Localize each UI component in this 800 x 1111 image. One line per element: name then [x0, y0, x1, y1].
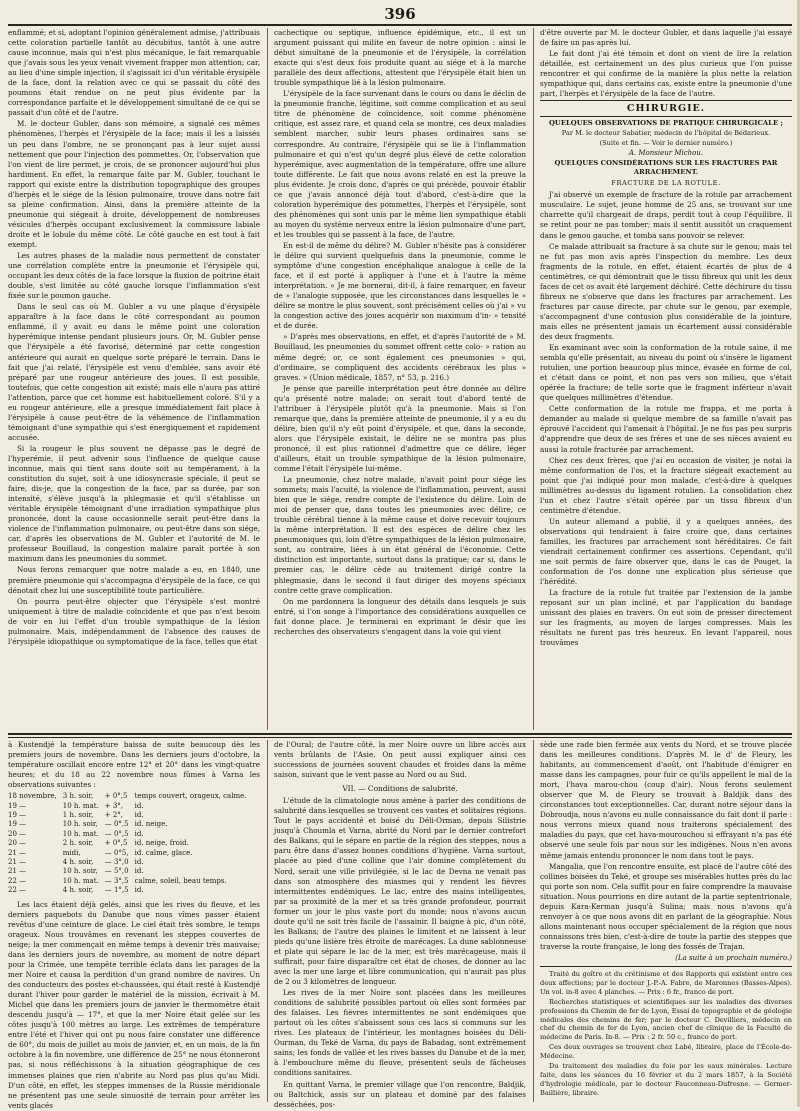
- lower-column-3: [540, 740, 792, 1102]
- weather-desc: id.: [134, 858, 144, 867]
- paragraph: L'étude de la climatologie nous amène à parler des conditions de salubrité dans lesquelles se trouvent ces vastes et solitaires régions. Tout le pays accidenté et boisé du Déli-Orman, depuis Silistrie jusqu'à Choumla et Varna, abrité du Nord par le dernier contrefort des Balkans, qui le sépare en partie de la région des steppes, nous a paru être dans d'assez bonnes conditions d'hygiène. Varna surtout, placée au pied d'une colline que l'air domine complètement du Nord, serait une ville privilégiée, si le lac de Devna ne venait pas dans son atmosphère des miasmes qui y rendent les fièvres intermittentes endémiques. Le lac, entre des mains intelligentes, par sa proximité de la mer et sa très grande profondeur, pourrait former un jour le plus vaste port du monde; nous n'avons aucun doute qu'il ne soit très facile de l'assainir. Il baigne à pic, d'un côté, les Balkans; de l'autre des plaines le limitent et ne laissent à leur pieds qu'une lisière très étroite de marécages. La dune sablonneuse et plate qui sépare le lac de la mer, est très marécageuse, mais il suffirait, pour faire disparaître cet état de choses, de donner au lac avec la mer une large et libre communication, qui n'aurait pas plus de 2 ou 3 kilomètres de longueur.: [274, 796, 526, 987]
- weather-time: 1 h. soir,: [62, 811, 94, 820]
- paragraph: En est-il de même du délire? M. Gubler n'hésite pas à considérer le délire qui survient quelquefois dans la pneumonie, comme le symptôme d'une congestion encéphalique analogue à celle de la face, et il est porté à appliquer à l'une et à l'autre la même interprétation. « Je me bornerai, dit-il, à faire remarquer, en faveur de » l'analogie supposée, que les circonstances dans lesquelles le » délire se montre le plus souvent, sont précisément celles où j'ai » vu la congestion active des joues acquérir son maximum d'in- » tensité et de durée.: [274, 240, 526, 331]
- paragraph: J'ai observé un exemple de fracture de la rotule par arrachement musculaire. Le sujet, jeune homme de 25 ans, se trouvant sur une charrette qu'il chargeait de draps, perdit tout à coup l'équilibre. Il se retint pour ne pas tomber; mais il sentit aussitôt un craquement dans le genou gauche, et tomba sans pouvoir se relever.: [540, 190, 792, 240]
- weather-row: [8, 802, 252, 811]
- weather-row: [8, 867, 252, 876]
- weather-row: [8, 858, 252, 867]
- weather-date: 21 —: [8, 848, 27, 857]
- bibliography-notices: [540, 970, 792, 1098]
- paragraph: Chez ces deux frères, que j'ai eu occasion de visiter, je notai la même conformation de l'os, et la fracture siégeait exactement au point que j'ai indiqué pour mon malade, c'est-à-dire à quelques millimètres au-dessus du ligament rotulien. La consolidation chez l'un et chez l'autre s'était opérée par un tissu fibreux d'un centimètre d'étendue.: [540, 455, 792, 515]
- weather-temp: + 3°,: [104, 801, 124, 810]
- lower-article-block: [8, 740, 792, 1110]
- paragraph: L'érysipèle de la face survenant dans le cours ou dans le déclin de la pneumonie franche, légitime, soit comme complication et au seul titre de phénomène de coïncidence, soit comme phénomène critique, est assez rare, et quand cela se montre, ces deux maladies semblent marcher, subir leurs phases ordinaires sans se correspondre. Au contraire, l'érysipèle qui se lie à l'inflammation pulmonaire et qui n'est qu'un degré plus élevé de cette coloration hyperémique, avec augmentation de la température, offre une allure toute différente. Le fait que nous avons relaté en est la preuve la plus évidente. Je crois donc, d'après ce qui précède, pouvoir établir ce que j'avais annoncé déjà tout d'abord, c'est-à-dire que la coloration hyperémique des pommettes, l'herpès et l'érysipèle, sont des phénomènes qui sont unis par le même lien sympathique établi au moyen du système nerveux entre la lésion pulmonaire d'une part, et les troubles qui se passent à la face, de l'autre.: [274, 89, 526, 239]
- weather-time: 10 h. mat.: [62, 829, 99, 838]
- weather-time: 3 h. soir,: [62, 792, 94, 801]
- subsection-heading: QUELQUES CONSIDÉRATIONS SUR LES FRACTURES PAR ARRACHEMENT.: [554, 159, 778, 177]
- weather-table: [8, 792, 252, 895]
- weather-temp: + 0°,5: [104, 839, 128, 848]
- weather-time: 10 h. mat.: [62, 801, 99, 810]
- paragraph: On pourra peut-être objecter que l'érysipèle s'est montré uniquement à titre de maladie coïncidente et que pas n'est besoin de voir en lui l'effet d'un trouble sympathique de la lésion pulmonaire. Mais, indépendamment de l'absence des causes de l'érysipèle idiopathique ou symptomatique de la face, telles que état: [8, 596, 260, 646]
- weather-row: [8, 849, 252, 858]
- paragraph: Les rives de la mer Noire sont placées dans les meilleures conditions de salubrité possibles partout où elles sont formées par des falaises. Les fièvres intermittentes ne sont endémiques que partout où les côtes s'abaissent sous ces lacs si communs sur les rives. Les plateaux de l'intérieur, les montagnes boisées du Déli-Ourman, du Teké de Varna, du pays de Babadag, sont extrêmement sains; les fonds de vallée et les rives basses du Danube et de la mer, à l'embouchure même du fleuve, présentent seuls de fâcheuses conditions sanitaires.: [274, 988, 526, 1078]
- upper-column-1: [8, 28, 260, 730]
- paragraph: à Kustendjé la température baissa de suite beaucoup dès les premiers jours de novembre. Dans les derniers jours d'octobre, la température oscillait encore entre 12° et 20° dans les vingt-quatre heures; et du 18 au 22 novembre nous fûmes à Varna les observations suivantes :: [8, 740, 260, 790]
- paragraph: » D'après mes observations, en effet, et d'après l'autorité de » M. Bouillaud, les pneumonies du sommet offrent cette colo- » ration au même degré; or, ce sont également ces pneumonies » qui, d'ordinaire, se compliquent des accidents cérébraux les plus » graves. » (Union médicale, 1857, n° 53, p. 216.): [274, 332, 526, 382]
- lower-column-1: [8, 740, 260, 1110]
- paragraph: cachectique ou septique, influence épidémique, etc., il est un argument puissant qui milite en faveur de notre opinion : ainsi le début simultané de la pneumonie et de l'érysipèle, la corrélation exacte qui s'est deux fois produite quant au siége et à la marche parallèle des deux affections, attestent que l'érysipèle était bien un trouble sympathique lié à la lésion pulmonaire.: [274, 28, 526, 88]
- divider: [540, 966, 792, 967]
- weather-date: 19 —: [8, 820, 27, 829]
- weather-time: 4 h. soir,: [62, 858, 94, 867]
- weather-desc: id.: [134, 829, 144, 838]
- weather-row: [8, 877, 252, 886]
- weather-time: 10 h. mat.: [62, 876, 99, 885]
- weather-temp: + 0°,5: [104, 792, 128, 801]
- section-heading-salubrite: VII. — Conditions de salubrité.: [342, 784, 458, 794]
- weather-temp: — 3°,0: [104, 858, 129, 867]
- book-notice: Recherches statistiques et scientifiques sur les maladies des diverses professions du Chemin de fer de Lyon, Essai de topographie et de géologie médicales des chemins de fer; par le docteur C. Devilliers, médecin en chef du chemin de fer de Lyon, ancien chef de clinique de la Faculté de médecine de Paris. In-8. — Prix : 2 fr. 50 c., franco de port.: [540, 997, 792, 1042]
- upper-article-block: [8, 28, 792, 730]
- book-notice: Ces deux ouvrages se trouvent chez Labé, libraire, place de l'École-de-Médecine.: [540, 1043, 792, 1061]
- paragraph: enflammé; et si, adoptant l'opinion généralement admise, j'attribuais cette coloration partielle tantôt au décubitus, tantôt à une autre cause inconnue, mais qui n'est plus mécanique, le fait remarquable que j'avais sous les yeux venait vivement frapper mon attention; car, au lieu d'une simple injection, il s'agissait ici d'un véritable érysipèle de la face, dont la relation avec ce qui se passait du côté des poumons était rendue on ne peut plus évidente par la correspondance parfaite et le développement simultané de ce qui se passait d'un côté et de l'autre.: [8, 28, 260, 118]
- article-dedication: A. Monsieur Michou.: [628, 149, 704, 158]
- paragraph: Le fait dont j'ai été témoin et dont on vient de lire la relation détaillée, est certainement un des plus curieux que l'on puisse rencontrer et qui confirme de la manière la plus nette la relation sympathique qui, dans certains cas, existe entre la pneumonie d'une part, l'herpès et l'érysipèle de la face de l'autre.: [540, 49, 792, 99]
- book-notice: Du traitement des maladies du foie par les eaux minérales. Lecture faite, dans les séances du 16 février et du 2 mars 1857, à la Société d'hydrologie médicale, par le docteur Fauconneau-Dufresne. — Germer-Baillière, libraire.: [540, 1062, 792, 1097]
- weather-desc: id. calme, glace.: [134, 848, 193, 857]
- weather-date: 19 —: [8, 811, 27, 820]
- article-byline: Par M. le docteur Sabatier, médecin de l'hôpital de Bédarieux.: [561, 129, 771, 138]
- article-suite-note: (Suite et fin. — Voir le dernier numéro.): [599, 139, 733, 148]
- paragraph: La pneumonie, chez notre malade, n'avait point pour siége les sommets; mais l'acuité, la violence de l'inflammation, peuvent, aussi bien que le siége, rendre compte de l'existence du délire. Loin de moi de penser que, dans toutes les pneumonies avec délire, ce trouble cérébral tienne à la même cause et doive recevoir toujours la même interprétation. Il est des espèces de délire chez les pneumoniques qui, loin d'être sympathiques de la lésion pulmonaire, sont, au contraire, liées à un état général de l'économie. Cette distinction est importante, surtout dans la pratique; car si, dans le premier cas, le délire cède au traitement dirigé contre la phlegmasie, dans le second il faut diriger des moyens spéciaux contre cette grave complication.: [274, 475, 526, 595]
- continuation-note: (La suite à un prochain numéro.): [675, 953, 792, 962]
- weather-temp: + 2°,: [104, 811, 124, 820]
- section-title-chirurgie: CHIRURGIE.: [540, 100, 792, 117]
- weather-temp: — 0°,5: [104, 829, 129, 838]
- subsection-subheading: FRACTURE DE LA ROTULE.: [611, 179, 721, 188]
- weather-date: 20 —: [8, 829, 27, 838]
- weather-date: 20 —: [8, 839, 27, 848]
- weather-desc: id. neige, froid.: [134, 839, 189, 848]
- weather-desc: id.: [134, 886, 144, 895]
- weather-temp: — 1°,5: [104, 886, 129, 895]
- weather-row: [8, 811, 252, 820]
- paragraph: Je pense que pareille interprétation peut être donnée au délire qu'a présenté notre malade; on serait tout d'abord tenté de l'attribuer à l'érysipèle plutôt qu'à la pneumonie. Mais si l'on remarque que, dans la première atteinte de pneumonie, il y a eu du délire, bien qu'il n'y eût point d'érysipèle, et que, dans la seconde, alors que l'érysipèle existait, le délire ne se montra pas plus prononcé, il est plus rationnel d'admettre que ce délire, léger d'ailleurs, était un trouble sympathique de la lésion pulmonaire, comme l'était l'érysipèle lui-même.: [274, 383, 526, 474]
- upper-column-2: [274, 28, 526, 730]
- upper-column-3: [540, 28, 792, 730]
- paragraph: On me pardonnera la longueur des détails dans lesquels je suis entré, si l'on songe à l'importance des considérations auxquelles ce fait donne place. Je terminerai en exprimant le désir que les recherches des observateurs s'engagent dans la voie qui vient: [274, 596, 526, 636]
- paragraph: Ce malade attribuait sa fracture à sa chute sur le genou; mais tel ne fut pas mon avis après l'inspection du membre. Les deux fragments de la rotule, en effet, étaient écartés de plus de 4 centimètres, ce qui démontrait que le tissu fibreux qui unit les deux faces de cet os avait été largement déchiré. Cette déchirure du tissu fibreux ne s'observe que dans les fractures par arrachement. Les fractures par cause directe, par chute sur le genou, par exemple, s'accompagnent d'une contusion plus considérable de la jointure, mais elles ne présentent jamais un écartement aussi considérable des deux fragments.: [540, 241, 792, 341]
- column-divider: [267, 740, 268, 1102]
- weather-row: [8, 830, 252, 839]
- weather-desc: calme, soleil, beau temps.: [134, 876, 227, 885]
- weather-time: 10 h. soir,: [62, 867, 98, 876]
- weather-time: 2 h. soir,: [62, 839, 94, 848]
- paragraph: d'être ouverte par M. le docteur Gubler, et dans laquelle j'ai essayé de faire un pas après lui.: [540, 28, 792, 48]
- weather-time: 4 h. soir,: [62, 886, 94, 895]
- weather-temp: — 5°,0: [104, 867, 129, 876]
- section-rule: [8, 733, 792, 735]
- weather-temp: — 0°5,: [104, 848, 129, 857]
- weather-temp: — 3°,5: [104, 876, 129, 885]
- weather-desc: id. neige.: [134, 820, 168, 829]
- weather-row: [8, 886, 252, 895]
- paragraph: En examinant avec soin la conformation de la rotule saine, il me sembla qu'elle présentait, au niveau du point où s'insère le ligament rotulien, une portion beaucoup plus mince, évasée en forme de col, et c'était dans ce point, et non pas vers son milieu, que s'était opérée la fracture; de telle sorte que le fragment inférieur n'avait que quelques millimètres d'étendue.: [540, 343, 792, 403]
- weather-desc: id.: [134, 811, 144, 820]
- weather-time: 10 h. soir,: [62, 820, 98, 829]
- paragraph: La fracture de la rotule fut traitée par l'extension de la jambe reposant sur un plan incliné, et par l'application du bandage unissant des plaies en travers. On eut soin de presser directement sur les fragments, au moyen de larges compresses. Mais les résultats ne furent pas très heureux. En levant l'appareil, nous trouvâmes: [540, 588, 792, 648]
- paragraph: Nous ferons remarquer que notre malade a eu, en 1840, une première pneumonie qui s'accompagna d'érysipèle de la face, ce qui dénotait chez lui une susceptibilité toute particulière.: [8, 565, 260, 595]
- weather-time: midi,: [62, 848, 81, 857]
- paragraph: Les lacs étaient déjà gelés, ainsi que les rives du fleuve, et les derniers paquebots du Danube que nous vîmes passer étaient revêtus d'une ceinture de glace. Le ciel était très sombre, le temps orageux. Nous trouvâmes en revenant les steppes couvertes de neige; la mer commençait en même temps à devenir très mauvaise; dans les derniers jours de novembre, au moment de notre départ pour la Crimée, une tempête terrible éclata dans les parages de la mer Noire et causa la perdition d'un grand nombre de navires. Un des conducteurs des postes et-chaussées, qui était resté à Kustendjé durant l'hiver pour garder le matériel de la mission, écrivait à M. Michel que dans les premiers jours de janvier le thermomètre était descendu jusqu'à — 17°, et que la mer Noire était gelée sur les côtes jusqu'à 100 mètres au large. Les extrêmes de température entre l'été et l'hiver qui ont pu nous faire constater une différence de 60°, du mois de juillet au mois de janvier, et, en un mois, de la fin octobre à la fin novembre, une différence de 25° ne nous étonneront pas, si nous réfléchissons à la situation géographique de ces immenses plaines que rien n'abrite au Nord pas plus qu'au Midi. D'un côté, en effet, les steppes immenses de la Russie méridionale ne présentent pas une seule sinuosité de terrain pour arrêter les vents glacés: [8, 899, 260, 1110]
- weather-date: 19 —: [8, 801, 27, 810]
- paragraph: Un auteur allemand a publié, il y a quelques années, des observations qui tendraient à faire croire que, dans certaines familles, les fractures par arrachement sont héréditaires. Ce fait viendrait certainement confirmer ces assertions. Cependant, qu'il me soit permis de faire observer que, dans le cas de Pouget, la conformation de l'os donne une explication plus sérieuse que l'hérédité.: [540, 516, 792, 587]
- weather-date: 21 —: [8, 858, 27, 867]
- weather-temp: — 0°,5: [104, 820, 129, 829]
- weather-desc: temps couvert, orageux, calme.: [134, 792, 247, 801]
- column-divider: [533, 740, 534, 1102]
- page-number: 396: [384, 5, 416, 23]
- weather-date: 22 —: [8, 876, 27, 885]
- column-divider: [267, 28, 268, 730]
- lower-column-2: [274, 740, 526, 1109]
- weather-date: 21 —: [8, 867, 27, 876]
- weather-row: [8, 839, 252, 848]
- weather-row: [8, 792, 252, 801]
- paragraph: de l'Oural; de l'autre côté, la mer Noire ouvre un libre accès aux vents brûlants de l'Asie. On peut aussi expliquer ainsi ces successions de journées souvent chaudes et froides dans la même saison, suivant que le vent passe au Nord ou au Sud.: [274, 740, 526, 780]
- weather-desc: id.: [134, 867, 144, 876]
- article-heading: QUELQUES OBSERVATIONS DE PRATIQUE CHIRURGICALE ;: [548, 119, 784, 128]
- paragraph: Cette conformation de la rotule me frappa, et me porta à demander au malade si quelque membre de sa famille n'avait pas éprouvé l'accident qui l'amenait à l'hôpital. Je ne fus pas peu surpris d'apprendre que deux de ses frères et une de ses nièces avaient eu aussi la rotule fracturée par arrachement.: [540, 404, 792, 454]
- paragraph: Les autres phases de la maladie nous permettent de constater une corrélation complète entre la pneumonie et l'érysipèle qui, occupant les deux côtés de la face lorsque la fluxion de poitrine était double, s'est limitée au côté gauche lorsque l'inflammation s'est fixée sur le poumon gauche.: [8, 251, 260, 301]
- paragraph: Dans le seul cas où M. Gubler a vu une plaque d'érysipèle apparaître à la face dans le côté correspondant au poumon enflammé, il y avait eu dans le même point une coloration hyperémique intense pendant plusieurs jours. Or, M. Gubler pense que l'érysipèle a été favorisé, déterminé par cette congestion antérieure qui aurait en quelque sorte préparé le terrain. Dans le fait que j'ai relaté, l'érysipèle est venu d'emblée, sans avoir été préparé par une rougeur antérieure des joues. Il est possible, toutefois, que cette congestion ait existé; mais elle n'aura pas attiré l'attention, parce que cet homme est habituellement coloré. S'il y a eu rougeur antérieure, elle a presque immédiatement fait place à l'érysipèle à cause peut-être de la véhémence de l'inflammation témoignant d'une sympathie qui s'est énergiquement et rapidement accusée.: [8, 302, 260, 442]
- header-rule: [8, 24, 792, 26]
- paragraph: sède une rade bien fermée aux vents du Nord, et se trouve placée dans les meilleures conditions. D'après M. le d' de Fleury, les habitants, au commencement d'août, ont l'habitude d'émigrer en masse dans les campagnes, pour fuir ce qu'ils appellent le mal de la mort, l'hava marou-chou (coup d'air). Nous ferons seulement observer que M. de Fleury se trouvait à Baldjik dans des circonstances tout exceptionnelles. Car, durant notre séjour dans la Dobroudja, nous n'avons eu nulle connaissance du fait dont il parle : nous verrons mieux quand nous traiterons spécialement des maladies du pays, que cet hava-mourouchou si effrayant n'a pas été observé une seule fois par nous sur les indigènes. Nous n'en avons même jamais entendu prononcer le nom dans tout le pays.: [540, 740, 792, 860]
- weather-row: [8, 820, 252, 829]
- section-rule: [8, 737, 792, 738]
- book-notice: Traité du goître et du crétinisme et des Rapports qui existent entre ces deux affections; par le docteur J.-P.-A. Fabre, de Maronnes (Basses-Alpes). Un vol. in-8 avec 4 planches. — Prix : 6 fr., franco de port.: [540, 969, 792, 996]
- paragraph: M. le docteur Gubler, dans son mémoire, a signalé ces mêmes phénomènes, l'herpès et l'érysipèle de la face; mais il les a laissés un peu dans l'ombre, ne se prononçant pas à leur sujet aussi nettement que pour l'injection des pommettes. Or, l'observation que l'on vient de lire permet, je crois, de se prononcer aujourd'hui plus hardiment. En effet, la remarque faite par M. Gubler, touchant le rapport qui existe entre la distribution topographique des groupes d'herpès et le siége de la lésion pulmonaire, trouve dans notre fait sa pleine confirmation. Ainsi, dans la première atteinte de la pneumonie qui siégeait à droite, développement de nombreuses vésicules d'herpès occupant exclusivement la commissure labiale droite et le lobule du même côté. Le côté gauche en est tout à fait exempt.: [8, 119, 260, 249]
- weather-date: 18 novembre,: [8, 792, 57, 801]
- paragraph: Mangalia, que l'on rencontre ensuite, est placé de l'autre côté des collines boisées du Teké, et groupe ses misérables huttes près du lac qui porte son nom. Cela suffit pour en faire comprendre la mauvaise situation. Nous pourrions en dire autant de la partie septentrionale, depuis Kara-Kerman jusqu'à Sulina; mais nous n'avons qu'à renvoyer à ce que nous avons dit en parlant de la géographie. Nous allons maintenant nous occuper spécialement de la région que nous connaissons très bien, c'est-à-dire de toute la partie des steppes que traverse la route française, le long des fossés de Trajan.: [540, 861, 792, 951]
- weather-desc: id.: [134, 801, 144, 810]
- paragraph: Si la rougeur le plus souvent ne dépasse pas le degré de l'hyperémie, il peut advenir sous l'influence de quelque cause inconnue, mais qui tient sans doute soit au tempérament, à la constitution du sujet, soit à une idiosyncrasie spéciale, il peut se faire, dis-je, que la congestion de la face, par sa durée, par son intensité, s'élève jusqu'à la phlegmasie et qu'il s'établisse un véritable érysipèle témoignant d'une irradiation sympathique plus prononcée, dont la cause occasionnelle serait peut-être dans la violence de l'inflammation pulmonaire, ou peut-être dans son siége, car, d'après les observations de M. Gubler et l'autorité de M. le professeur Bouillaud, la congestion malaire paraît portée à son maximum dans les pneumonies du sommet.: [8, 443, 260, 564]
- paragraph: En quittant Varna, le premier village que l'on rencontre, Baldjik, ou Baltchick, assis sur un plateau et dominé par des falaises desséchées, pos-: [274, 1079, 526, 1109]
- weather-date: 22 —: [8, 886, 27, 895]
- column-divider: [533, 28, 534, 730]
